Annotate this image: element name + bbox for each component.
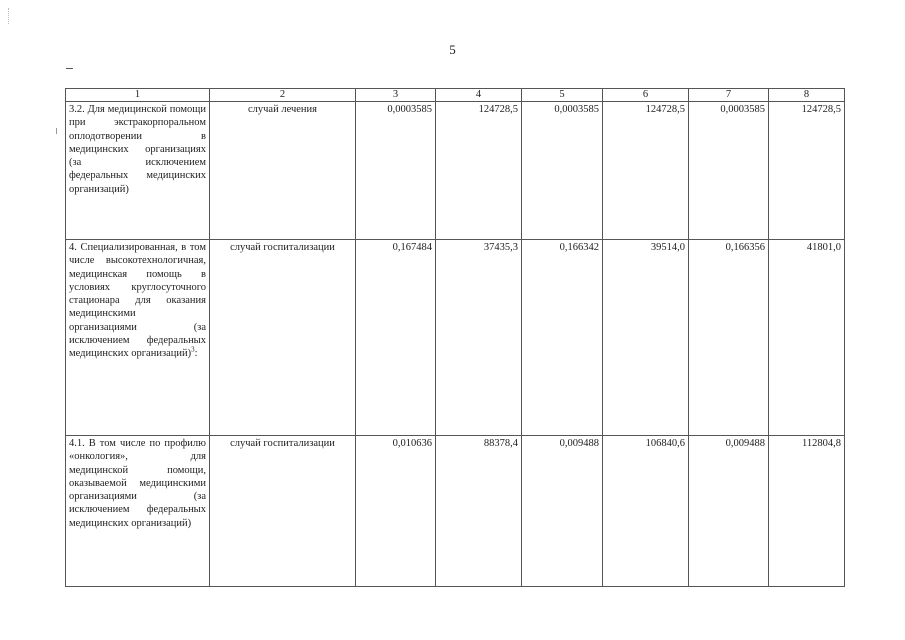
value-cell-5: 0,0003585 — [522, 102, 603, 240]
value-cell-7: 0,009488 — [689, 436, 769, 587]
table-row — [66, 436, 845, 587]
header-cell-1: 1 — [66, 89, 210, 102]
table-row — [66, 102, 845, 240]
unit-cell: случай госпитализации — [210, 436, 356, 587]
value-cell-3: 0,167484 — [356, 240, 436, 436]
scan-artifact-dash — [66, 68, 73, 69]
value-cell-8: 112804,8 — [769, 436, 845, 587]
header-cell-5: 5 — [522, 89, 603, 102]
value-cell-7: 0,0003585 — [689, 102, 769, 240]
care-type-cell: 4.1. В том числе по профилю «онкология», для медицинской помощи, оказываемой медицинскими организациями (за исключением федеральных медицинских организаций) — [66, 436, 210, 587]
value-cell-5: 0,009488 — [522, 436, 603, 587]
value-cell-5: 0,166342 — [522, 240, 603, 436]
table-row — [66, 240, 845, 436]
unit-cell: случай лечения — [210, 102, 356, 240]
value-cell-6: 106840,6 — [603, 436, 689, 587]
scan-artifact-top — [8, 8, 10, 24]
header-cell-6: 6 — [603, 89, 689, 102]
norms-table — [65, 88, 845, 587]
value-cell-4: 124728,5 — [436, 102, 522, 240]
value-cell-4: 88378,4 — [436, 436, 522, 587]
footnote-mark: 3 — [191, 345, 195, 354]
care-type-cell — [66, 240, 210, 436]
care-type-cell: 3.2. Для медицинской помощи при экстракорпоральном оплодотворении в медицинских организациях (за исключением федеральных медицинских организаций) — [66, 102, 210, 240]
value-cell-4: 37435,3 — [436, 240, 522, 436]
header-cell-7: 7 — [689, 89, 769, 102]
header-row — [66, 89, 845, 102]
header-cell-2: 2 — [210, 89, 356, 102]
care-type-text: 4. Специализированная, в том числе высокотехнологичная, медицинская помощь в условиях круглосуточного стационара для оказания медицинскими организациями (за исключением федеральных медицинских организаций) — [69, 242, 206, 360]
value-cell-3: 0,010636 — [356, 436, 436, 587]
value-cell-8: 41801,0 — [769, 240, 845, 436]
unit-cell: случай госпитализации — [210, 240, 356, 436]
value-cell-8: 124728,5 — [769, 102, 845, 240]
value-cell-6: 124728,5 — [603, 102, 689, 240]
value-cell-6: 39514,0 — [603, 240, 689, 436]
header-cell-3: 3 — [356, 89, 436, 102]
value-cell-7: 0,166356 — [689, 240, 769, 436]
header-cell-4: 4 — [436, 89, 522, 102]
care-type-tail: : — [194, 348, 198, 360]
value-cell-3: 0,0003585 — [356, 102, 436, 240]
scan-artifact-side — [56, 128, 57, 134]
header-cell-8: 8 — [769, 89, 845, 102]
page-number: 5 — [449, 42, 456, 57]
